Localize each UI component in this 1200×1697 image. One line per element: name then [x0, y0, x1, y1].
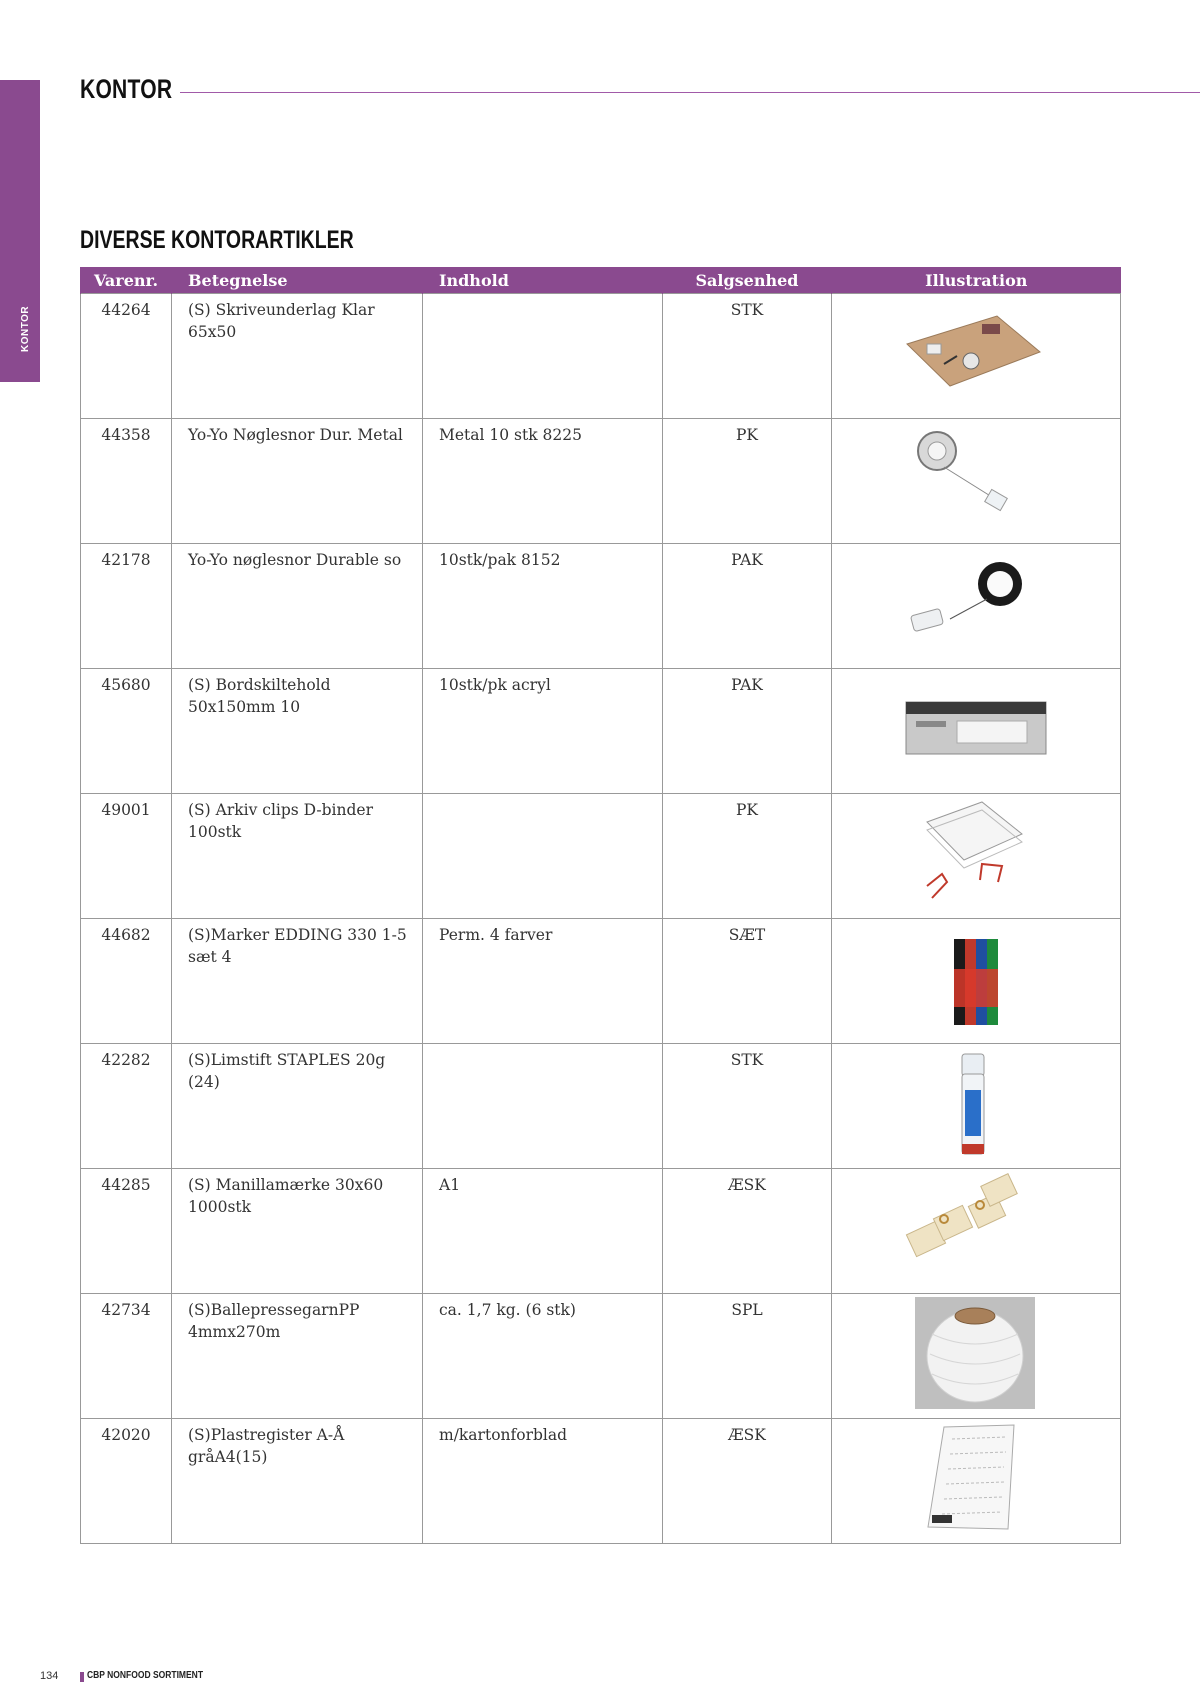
cell-illustration: [832, 544, 1121, 669]
cell-illustration: [832, 294, 1121, 419]
table-row: [81, 919, 1121, 1044]
cell-indhold: 10stk/pak 8152: [423, 544, 663, 669]
cell-indhold: m/kartonforblad: [423, 1419, 663, 1544]
table-row: [81, 1419, 1121, 1544]
cell-illustration: [832, 419, 1121, 544]
table-row: [81, 544, 1121, 669]
markers-image: [832, 919, 1121, 1038]
cell-betegnelse: (S)Limstift STAPLES 20g (24): [172, 1044, 423, 1169]
table-row: [81, 419, 1121, 544]
cell-betegnelse: (S) Skriveunderlag Klar 65x50: [172, 294, 423, 419]
cell-varenr: 49001: [81, 794, 172, 919]
cell-salgsenhed: PK: [663, 419, 832, 544]
table-row: [81, 1294, 1121, 1419]
desk-pad-image: [832, 294, 1121, 413]
cell-betegnelse: Yo-Yo nøglesnor Durable so: [172, 544, 423, 669]
cell-illustration: [832, 669, 1121, 794]
header-salgsenhed: Salgsenhed: [663, 267, 832, 294]
table-header-row: [81, 267, 1121, 294]
side-tab-label: KONTOR: [20, 305, 31, 352]
cell-illustration: [832, 1294, 1121, 1419]
table-row: [81, 294, 1121, 419]
twine-roll-image: [832, 1294, 1121, 1413]
footer-mark: [80, 1672, 84, 1682]
header-betegnelse: Betegnelse: [172, 267, 423, 294]
cell-salgsenhed: PAK: [663, 669, 832, 794]
sign-holder-image: [832, 669, 1121, 788]
cell-illustration: [832, 919, 1121, 1044]
footer-brand: CBP NONFOOD SORTIMENT: [87, 1670, 204, 1681]
subsection-title: DIVERSE KONTORARTIKLER: [80, 226, 354, 254]
table-row: [81, 669, 1121, 794]
cell-indhold: A1: [423, 1169, 663, 1294]
cell-indhold: ca. 1,7 kg. (6 stk): [423, 1294, 663, 1419]
cell-varenr: 42282: [81, 1044, 172, 1169]
cell-indhold: 10stk/pk acryl: [423, 669, 663, 794]
product-table: [80, 267, 1121, 1544]
table-row: [81, 794, 1121, 919]
cell-varenr: 44264: [81, 294, 172, 419]
cell-betegnelse: (S) Bordskiltehold 50x150mm 10: [172, 669, 423, 794]
cell-betegnelse: (S)Plastregister A-Å gråA4(15): [172, 1419, 423, 1544]
cell-salgsenhed: SÆT: [663, 919, 832, 1044]
black-yoyo-image: [832, 544, 1121, 663]
cell-varenr: 45680: [81, 669, 172, 794]
cell-indhold: Perm. 4 farver: [423, 919, 663, 1044]
cell-salgsenhed: STK: [663, 1044, 832, 1169]
glue-stick-image: [832, 1044, 1121, 1163]
cell-indhold: Metal 10 stk 8225: [423, 419, 663, 544]
cell-salgsenhed: PAK: [663, 544, 832, 669]
manila-tags-image: [832, 1169, 1121, 1288]
cell-salgsenhed: SPL: [663, 1294, 832, 1419]
cell-salgsenhed: ÆSK: [663, 1419, 832, 1544]
cell-salgsenhed: ÆSK: [663, 1169, 832, 1294]
cell-indhold: [423, 794, 663, 919]
plastic-register-image: [832, 1419, 1121, 1538]
cell-indhold: [423, 1044, 663, 1169]
cell-varenr: 42020: [81, 1419, 172, 1544]
header-varenr: Varenr.: [81, 267, 172, 294]
header-illustration: Illustration: [832, 267, 1121, 294]
archive-clips-image: [832, 794, 1121, 913]
cell-varenr: 42734: [81, 1294, 172, 1419]
cell-betegnelse: Yo-Yo Nøglesnor Dur. Metal: [172, 419, 423, 544]
cell-betegnelse: (S) Manillamærke 30x60 1000stk: [172, 1169, 423, 1294]
header-indhold: Indhold: [423, 267, 663, 294]
page-number: 134: [40, 1670, 59, 1682]
cell-illustration: [832, 1044, 1121, 1169]
cell-varenr: 44682: [81, 919, 172, 1044]
cell-illustration: [832, 794, 1121, 919]
cell-betegnelse: (S)Marker EDDING 330 1-5 sæt 4: [172, 919, 423, 1044]
cell-betegnelse: (S) Arkiv clips D-binder 100stk: [172, 794, 423, 919]
table-row: [81, 1169, 1121, 1294]
cell-salgsenhed: STK: [663, 294, 832, 419]
cell-varenr: 42178: [81, 544, 172, 669]
section-divider: [180, 92, 1200, 93]
cell-varenr: 44358: [81, 419, 172, 544]
cell-varenr: 44285: [81, 1169, 172, 1294]
cell-illustration: [832, 1169, 1121, 1294]
metal-yoyo-image: [832, 419, 1121, 538]
table-row: [81, 1044, 1121, 1169]
cell-indhold: [423, 294, 663, 419]
cell-salgsenhed: PK: [663, 794, 832, 919]
section-title: KONTOR: [80, 74, 173, 104]
cell-betegnelse: (S)BallepressegarnPP 4mmx270m: [172, 1294, 423, 1419]
cell-illustration: [832, 1419, 1121, 1544]
